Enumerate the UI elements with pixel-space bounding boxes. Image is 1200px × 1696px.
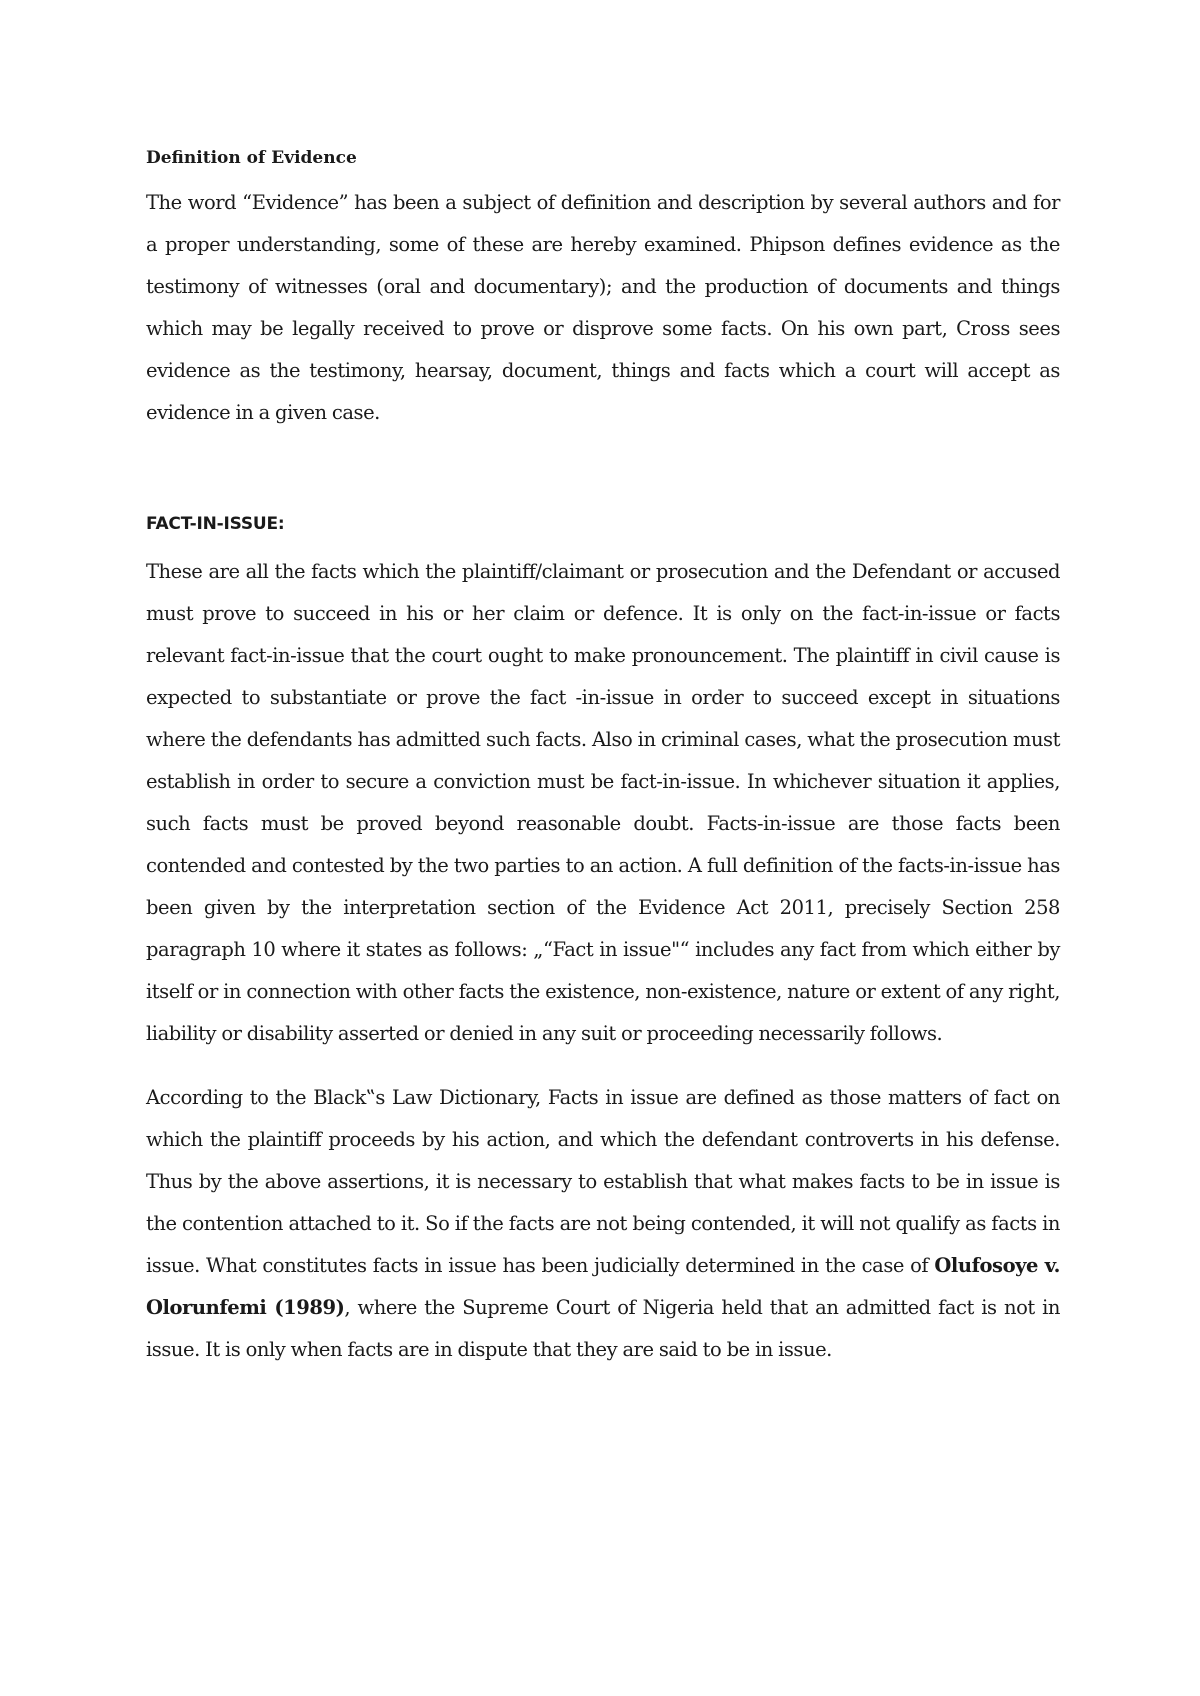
heading-definition-of-evidence: Definition of Evidence — [146, 148, 357, 168]
paragraph-blacks-law-dictionary — [146, 1077, 1060, 1371]
paragraph-evidence-definition: The word “Evidence” has been a subject of definition and description by several authors and for a proper understanding, some of these are hereby examined. Phipson defines evidence as the testimony of witnesses (oral and documentary); and the production of documents and things which may be legally received to prove or disprove some facts. On his own part, Cross sees evidence as the testimony, hearsay, document, things and facts which a court will accept as evidence in a given case. — [146, 191, 1060, 424]
document-body — [146, 146, 1060, 1371]
paragraph-fact-in-issue: These are all the facts which the plaintiff/claimant or prosecution and the Defendant or accused must prove to succeed in his or her claim or defence. It is only on the fact-in-issue or facts relevant fact-in-issue that the court ought to make pronouncement. The plaintiff in civil cause is expected to substantiate or prove the fact -in-issue in order to succeed except in situations where the defendants has admitted such facts. Also in criminal cases, what the prosecution must establish in order to secure a conviction must be fact-in-issue. In whichever situation it applies, such facts must be proved beyond reasonable doubt. Facts-in-issue are those facts been contended and contested by the two parties to an action. A full definition of the facts-in-issue has been given by the interpretation section of the Evidence Act 2011, precisely Section 258 paragraph 10 where it states as follows: „“Fact in issue"“ includes any fact from which either by itself or in connection with other facts the existence, non-existence, nature or extent of any right, liability or disability asserted or denied in any suit or proceeding necessarily follows. — [146, 560, 1060, 1045]
heading-fact-in-issue: FACT-IN-ISSUE: — [146, 514, 285, 534]
paragraph-text-part-2: , where the Supreme Court of Nigeria held that an admitted fact is not in issue. It is only when facts are in dispute that they are said to be in issue. — [146, 1296, 1061, 1361]
case-citation: Olufosoye v. Olorunfemi (1989) — [146, 1254, 1060, 1319]
paragraph-text-part-1: According to the Black‟s Law Dictionary, Facts in issue are defined as those matters of fact on which the plaintiff proceeds by his action, and which the defendant controverts in his defense. Thus by the above assertions, it is necessary to establish that what makes facts to be in issue is the contention attached to it. So if the facts are not being contended, it will not qualify as facts in issue. What constitutes facts in issue has been judicially determined in the case of — [146, 1086, 1060, 1277]
